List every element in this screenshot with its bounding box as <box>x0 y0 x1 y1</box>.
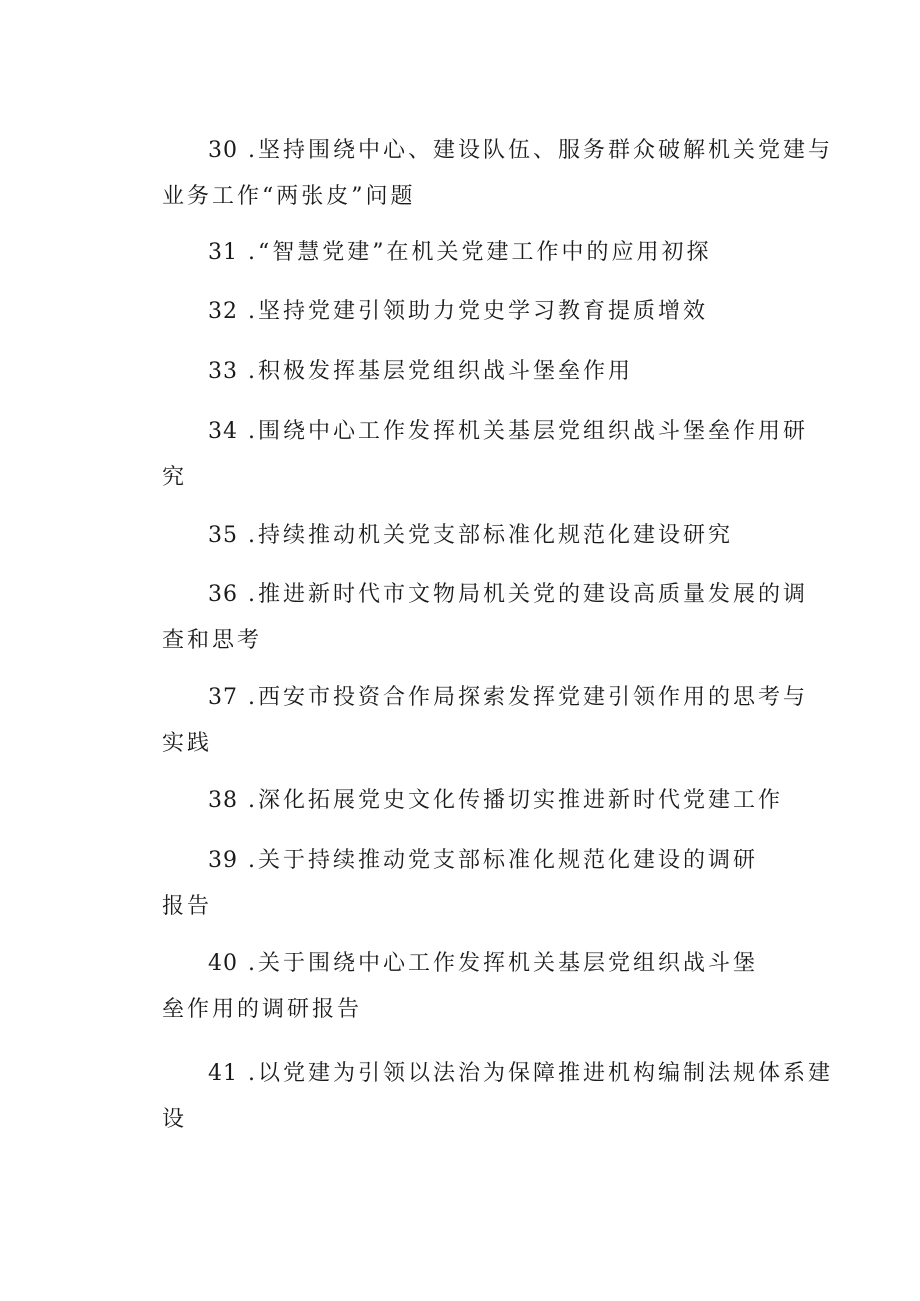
item-text: .“智慧党建”在机关党建工作中的应用初探 <box>248 240 712 265</box>
item-text: .坚持围绕中心、建设队伍、服务群众破解机关党建与 <box>248 138 833 163</box>
item-text: .以党建为引领以法治为保障推进机构编制法规体系建 <box>248 1061 833 1086</box>
item-line <box>162 513 788 559</box>
item-line <box>162 409 808 455</box>
item-line <box>162 572 808 618</box>
item-line <box>162 128 833 174</box>
list-item <box>162 289 788 335</box>
list-item <box>162 838 788 930</box>
item-line: 究 <box>162 465 188 490</box>
list-item <box>162 349 788 395</box>
item-line: 报告 <box>162 894 213 919</box>
item-number: 31 <box>208 240 238 265</box>
item-line <box>162 1051 833 1097</box>
item-line: 业务工作“两张皮”问题 <box>162 184 416 209</box>
item-text: .关于持续推动党支部标准化规范化建设的调研 <box>248 848 758 873</box>
list-item <box>162 409 808 501</box>
item-line <box>162 838 788 884</box>
list-item <box>162 128 833 220</box>
item-line <box>162 941 788 987</box>
item-line <box>162 349 788 395</box>
list-item <box>162 941 788 1033</box>
item-text: .持续推动机关党支部标准化规范化建设研究 <box>248 523 733 548</box>
item-number: 40 <box>208 951 238 976</box>
item-text: .关于围绕中心工作发挥机关基层党组织战斗堡 <box>248 951 758 976</box>
item-text: .西安市投资合作局探索发挥党建引领作用的思考与 <box>248 685 808 710</box>
item-number: 35 <box>208 523 238 548</box>
item-line <box>162 778 788 824</box>
item-number: 30 <box>208 138 238 163</box>
item-number: 36 <box>208 582 238 607</box>
item-line <box>162 289 788 335</box>
item-number: 32 <box>208 299 238 324</box>
item-line: 查和思考 <box>162 628 263 653</box>
list-item <box>162 230 788 276</box>
item-number: 38 <box>208 788 238 813</box>
item-text: .坚持党建引领助力党史学习教育提质增效 <box>248 299 708 324</box>
list-item <box>162 778 788 824</box>
item-line <box>162 675 808 721</box>
list-item <box>162 1051 833 1143</box>
list-item <box>162 572 808 664</box>
item-text: .推进新时代市文物局机关党的建设高质量发展的调 <box>248 582 808 607</box>
item-number: 34 <box>208 419 238 444</box>
list-item <box>162 675 808 767</box>
item-text: .深化拓展党史文化传播切实推进新时代党建工作 <box>248 788 783 813</box>
item-line: 实践 <box>162 731 213 756</box>
item-number: 33 <box>208 359 238 384</box>
item-line: 垒作用的调研报告 <box>162 997 363 1022</box>
item-number: 39 <box>208 848 238 873</box>
item-text: .围绕中心工作发挥机关基层党组织战斗堡垒作用研 <box>248 419 808 444</box>
item-number: 37 <box>208 685 238 710</box>
list-item <box>162 513 788 559</box>
item-number: 41 <box>208 1061 238 1086</box>
item-text: .积极发挥基层党组织战斗堡垒作用 <box>248 359 633 384</box>
item-line: 设 <box>162 1107 188 1132</box>
item-line <box>162 230 788 276</box>
